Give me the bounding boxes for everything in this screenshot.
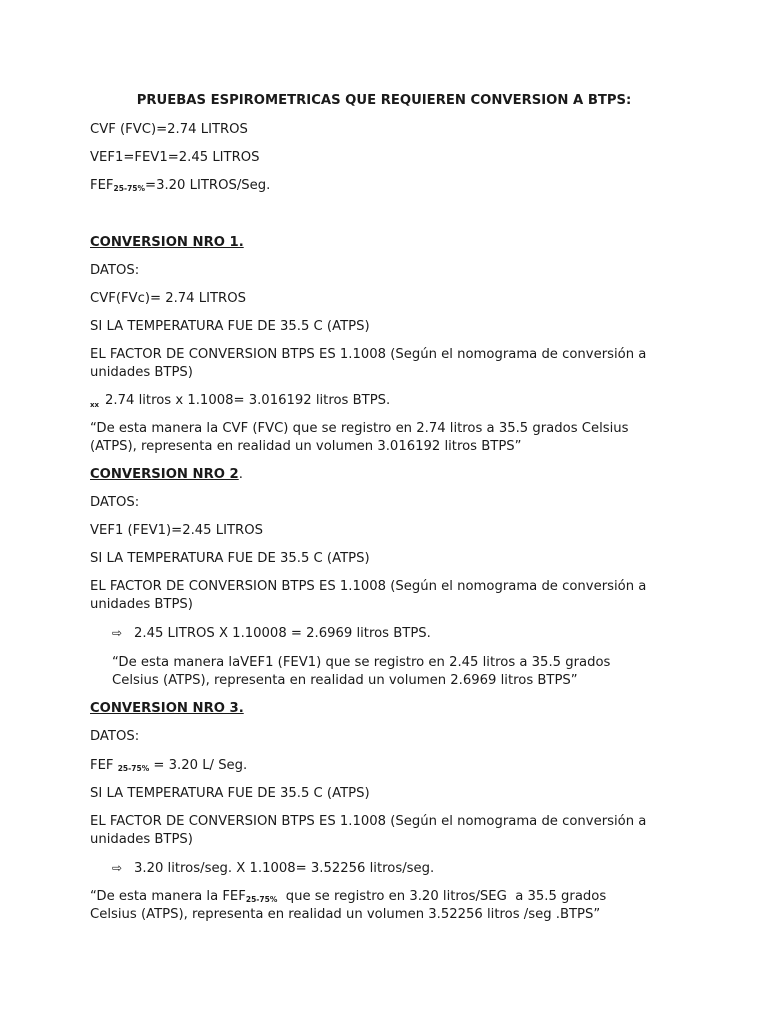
- conv1-quote-line2: (ATPS), representa en realidad un volumen 3.016192 litros BTPS”: [90, 439, 522, 454]
- conv1-datos: DATOS:: [90, 263, 140, 278]
- conv3-quote-line2: Celsius (ATPS), representa en realidad un volumen 3.52256 litros /seg .BTPS”: [90, 907, 601, 922]
- conv2-heading: CONVERSION NRO 2.: [90, 467, 243, 482]
- conv3-datos: DATOS:: [90, 729, 140, 744]
- conv1-calc: $_{xx}$ 2.74 litros x 1.1008= 3.016192 litros BTPS.: [90, 393, 391, 409]
- conv3-temp: SI LA TEMPERATURA FUE DE 35.5 C (ATPS): [90, 786, 370, 801]
- conv2-temp: SI LA TEMPERATURA FUE DE 35.5 C (ATPS): [90, 551, 370, 566]
- conv3-arrow-icon: ⇨: [112, 861, 123, 875]
- intro-cvf: CVF (FVC)=2.74 LITROS: [90, 122, 248, 137]
- conv2-quote-line2: Celsius (ATPS), representa en realidad un volumen 2.6969 litros BTPS”: [112, 673, 578, 688]
- conv1-value: CVF(FVc)= 2.74 LITROS: [90, 291, 246, 306]
- conv3-quote-line1: “De esta manera la $FEF_{25-75\%}$ que se registro en 3.20 litros/SEG a 35.5 grados: [90, 889, 607, 904]
- conv1-heading: CONVERSION NRO 1.: [90, 235, 244, 250]
- intro-fef: $FEF_{25-75\%}=3.20$ LITROS/Seg.: [90, 178, 271, 193]
- conv3-factor-line1: EL FACTOR DE CONVERSION BTPS ES 1.1008 (Según el nomograma de conversión a: [90, 814, 647, 829]
- conv2-calc: ⇨ 2.45 LITROS X 1.10008 = 2.6969 litros BTPS.: [112, 626, 431, 641]
- conv2-datos: DATOS:: [90, 495, 140, 510]
- conv2-factor-line1: EL FACTOR DE CONVERSION BTPS ES 1.1008 (Según el nomograma de conversión a: [90, 579, 647, 594]
- document-title: PRUEBAS ESPIROMETRICAS QUE REQUIEREN CONVERSION A BTPS:: [136, 93, 632, 108]
- conv1-quote-line1: “De esta manera la CVF (FVC) que se registro en 2.74 litros a 35.5 grados Celsius: [90, 421, 629, 436]
- conv3-factor-line2: unidades BTPS): [90, 832, 193, 847]
- conv1-factor-line1: EL FACTOR DE CONVERSION BTPS ES 1.1008 (Según el nomograma de conversión a: [90, 347, 647, 362]
- conv3-calc: ⇨ 3.20 litros/seg. X 1.1008= 3.52256 litros/seg.: [112, 861, 435, 876]
- conv2-factor-line2: unidades BTPS): [90, 597, 193, 612]
- conv2-quote-line1: “De esta manera laVEF1 (FEV1) que se registro en 2.45 litros a 35.5 grados: [112, 655, 611, 670]
- conv2-arrow-icon: ⇨: [112, 626, 123, 640]
- conv3-value: FEF $_{25-75\%}$ = 3.20 L/ Seg.: [90, 758, 248, 773]
- conv3-heading: CONVERSION NRO 3.: [90, 701, 244, 716]
- conv1-factor-line2: unidades BTPS): [90, 365, 193, 380]
- conv2-value: VEF1 (FEV1)=2.45 LITROS: [90, 523, 263, 538]
- conv1-temp: SI LA TEMPERATURA FUE DE 35.5 C (ATPS): [90, 319, 370, 334]
- conv1-calc-mark: xx: [90, 401, 100, 409]
- intro-vef1: VEF1=FEV1=2.45 LITROS: [90, 150, 260, 165]
